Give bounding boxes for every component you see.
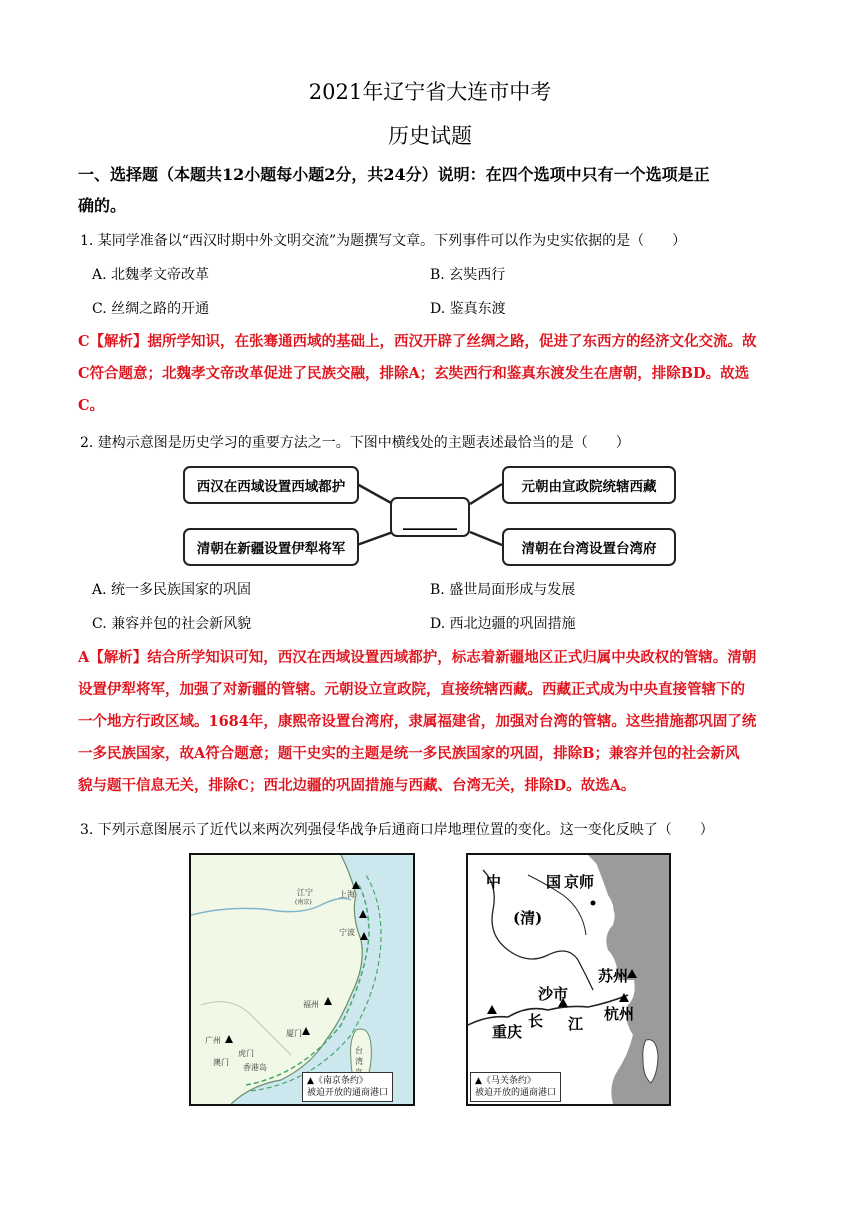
map2-label: 沙市 bbox=[538, 985, 569, 1003]
legend-line: ▲《马关条约》 bbox=[475, 1076, 536, 1086]
map2-label: 中 bbox=[486, 873, 502, 891]
sea-area bbox=[593, 855, 669, 980]
legend-line: 被迫开放的通商港口 bbox=[475, 1088, 557, 1098]
q1-option-c: C. 丝绸之路的开通 bbox=[92, 301, 210, 317]
diagram-box-top-left: 西汉在西域设置西域都护 bbox=[183, 466, 359, 504]
map2-terrain bbox=[468, 855, 669, 1104]
map1-label: 湾 bbox=[355, 1057, 363, 1066]
connector-line bbox=[357, 532, 393, 545]
q1-option-d: D. 鉴真东渡 bbox=[430, 301, 506, 317]
diagram-box-bottom-right: 清朝在台湾设置台湾府 bbox=[502, 528, 676, 566]
q2-option-a: A. 统一多民族国家的巩固 bbox=[92, 582, 252, 598]
q2-answer bbox=[78, 642, 790, 802]
concept-diagram bbox=[0, 0, 860, 580]
answer-line: C符合题意；北魏孝文帝改革促进了民族交融，排除A；玄奘西行和鉴真东渡发生在唐朝，排除BD。故选 bbox=[78, 365, 750, 382]
map2-label: 重庆 bbox=[492, 1023, 523, 1041]
map2-label: 长 bbox=[528, 1012, 544, 1030]
map1-label: 台 bbox=[355, 1046, 363, 1055]
connector-line bbox=[470, 484, 502, 504]
map1-label: 厦门 bbox=[286, 1029, 302, 1038]
diagram-box-bottom-left: 清朝在新疆设置伊犁将军 bbox=[183, 528, 359, 566]
section-heading-line: 确的。 bbox=[78, 196, 127, 215]
capital-marker bbox=[591, 901, 596, 906]
question-2-stem: 2. 建构示意图是历史学习的重要方法之一。下图中横线处的主题表述最恰当的是（ ） bbox=[80, 435, 630, 451]
question-1-stem: 1. 某同学准备以“西汉时期中外文明交流”为题撰写文章。下列事件可以作为史实依据的是（ ） bbox=[80, 233, 687, 249]
page-title: 2021年辽宁省大连市中考 bbox=[308, 80, 552, 104]
diagram-box-top-right: 元朝由宣政院统辖西藏 bbox=[502, 466, 676, 504]
connector-line bbox=[470, 532, 502, 545]
map1-label: 澳门 bbox=[213, 1058, 229, 1067]
section-heading-line: 一、选择题（本题共12小题每小题2分，共24分）说明：在四个选项中只有一个选项是正 bbox=[78, 165, 710, 184]
connector-line bbox=[357, 484, 393, 504]
legend-line: ▲《南京条约》 bbox=[307, 1076, 368, 1086]
map1-label: 虎门 bbox=[238, 1049, 254, 1058]
answer-line: C【解析】据所学知识，在张骞通西域的基础上，西汉开辟了丝绸之路，促进了东西方的经济文化交流。故 bbox=[78, 333, 757, 350]
map1-label: (南京) bbox=[295, 899, 312, 906]
legend-line: 被迫开放的通商港口 bbox=[307, 1088, 389, 1098]
page-subtitle: 历史试题 bbox=[388, 124, 472, 148]
map1-legend bbox=[302, 1072, 393, 1102]
port-marker bbox=[487, 1005, 497, 1014]
q2-option-c: C. 兼容并包的社会新风貌 bbox=[92, 616, 252, 632]
map2-label: 苏州 bbox=[598, 967, 629, 985]
map1-label: 广州 bbox=[205, 1036, 221, 1045]
answer-line: 设置伊犁将军，加强了对新疆的管辖。元朝设立宣政院，直接统辖西藏。西藏正式成为中央直接管辖下的 bbox=[78, 681, 745, 698]
map1-label: 上海 bbox=[339, 890, 355, 899]
map2-label: 江 bbox=[568, 1015, 584, 1033]
map1-label: 江宁 bbox=[297, 888, 313, 897]
question-3-stem: 3. 下列示意图展示了近代以来两次列强侵华战争后通商口岸地理位置的变化。这一变化反映了（ ） bbox=[80, 822, 714, 838]
answer-line: C。 bbox=[78, 397, 105, 414]
answer-line: A【解析】结合所学知识可知，西汉在西域设置西域都护，标志着新疆地区正式归属中央政权的管辖。清朝 bbox=[78, 649, 757, 666]
diagram-center-blank: ______ bbox=[390, 497, 470, 537]
diagram-connectors bbox=[0, 0, 860, 580]
map2-label: (清) bbox=[513, 909, 543, 927]
map-maguan-treaty bbox=[466, 853, 671, 1106]
q1-option-b: B. 玄奘西行 bbox=[430, 267, 506, 283]
map2-label: 京师 bbox=[564, 873, 595, 891]
q2-option-b: B. 盛世局面形成与发展 bbox=[430, 582, 576, 598]
river bbox=[191, 898, 351, 915]
map2-legend bbox=[470, 1072, 561, 1102]
river bbox=[201, 1002, 291, 1055]
map2-label: 国 bbox=[546, 873, 562, 891]
port-marker bbox=[225, 1035, 233, 1043]
map1-label: 福州 bbox=[303, 1000, 319, 1009]
map-nanjing-treaty bbox=[189, 853, 415, 1106]
q2-option-d: D. 西北边疆的巩固措施 bbox=[430, 616, 576, 632]
answer-line: 一多民族国家，故A符合题意；题干史实的主题是统一多民族国家的巩固，排除B；兼容并包的社会新风 bbox=[78, 745, 740, 762]
port-marker bbox=[324, 997, 332, 1005]
q1-option-a: A. 北魏孝文帝改革 bbox=[92, 267, 210, 283]
map1-label: 宁波 bbox=[339, 928, 355, 937]
map2-label: 杭州 bbox=[604, 1005, 635, 1023]
map1-label: 香港岛 bbox=[243, 1063, 267, 1072]
answer-line: 一个地方行政区域。1684年，康熙帝设置台湾府，隶属福建省，加强对台湾的管辖。这些措施都巩固了统 bbox=[78, 713, 757, 730]
answer-line: 貌与题干信息无关，排除C；西北边疆的巩固措施与西藏、台湾无关，排除D。故选A。 bbox=[78, 777, 636, 794]
port-marker bbox=[302, 1027, 310, 1035]
